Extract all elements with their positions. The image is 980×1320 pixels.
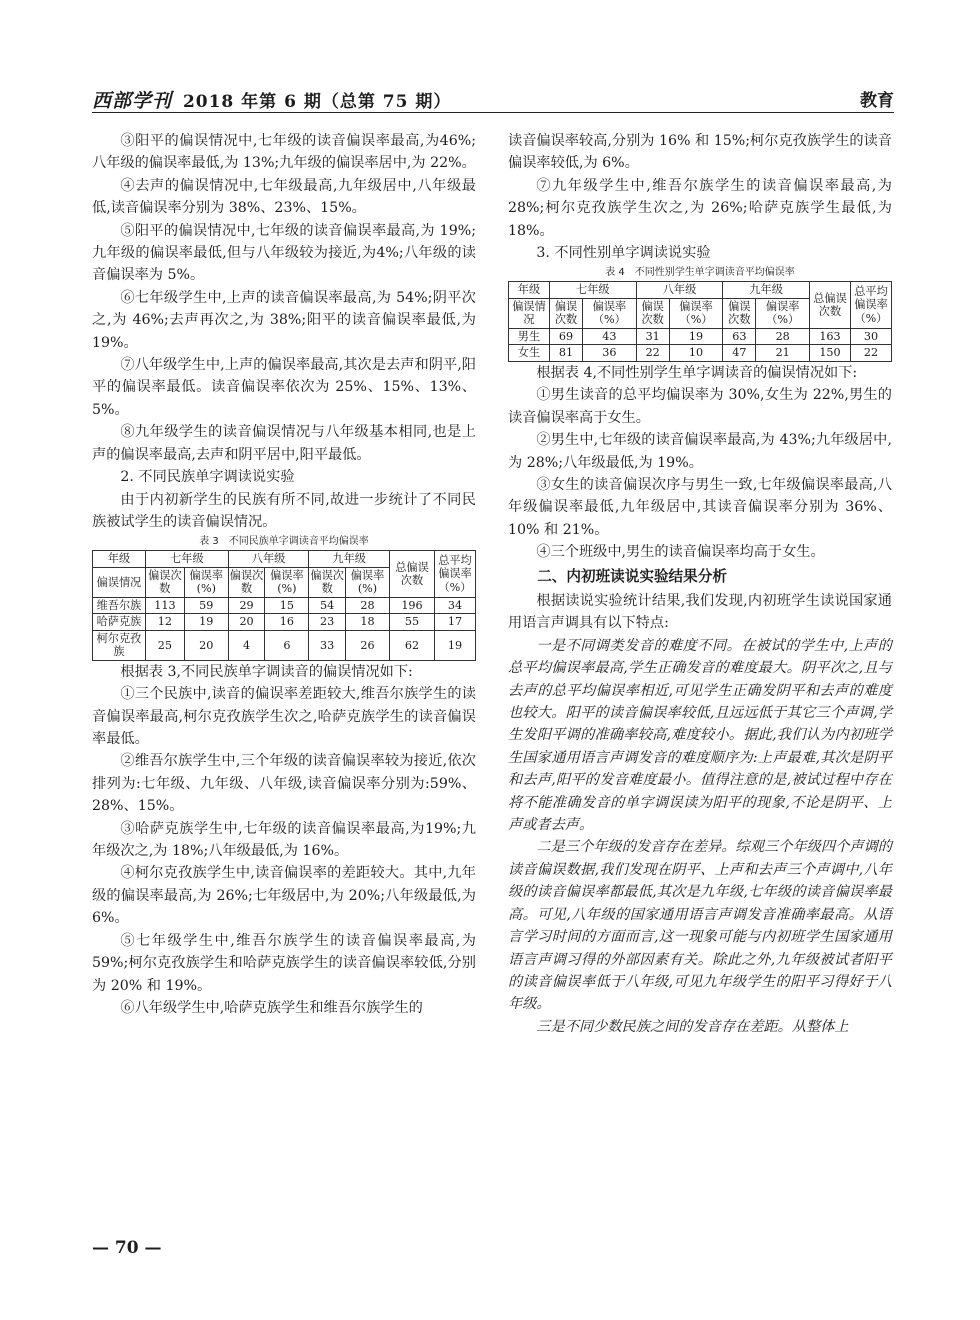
paragraph: ②男生中,七年级的读音偏误率最高,为 43%;九年级居中,为 28%;八年级最低,为 19%。 xyxy=(508,432,892,471)
table-cell: 柯尔克孜族 xyxy=(93,630,146,660)
issue-info: 2018 年第 6 期（总第 75 期） xyxy=(182,92,452,112)
table-cell: 54 xyxy=(309,597,346,614)
table-header: 偏误率(%) xyxy=(184,567,228,597)
right-column xyxy=(508,130,892,1038)
paragraph: ⑥七年级学生中,上声的读音偏误率最高,为 54%;阴平次之,为 46%;去声再次之,为 38%;阳平的读音偏误率最低,为 19%。 xyxy=(92,289,476,351)
table-header: 偏误次数 xyxy=(310,568,344,596)
table-cell: 81 xyxy=(550,345,583,362)
table-header: 偏误率（%） xyxy=(583,298,637,328)
table-3 xyxy=(92,550,476,661)
table-cell: 196 xyxy=(390,597,435,614)
table-cell: 30 xyxy=(851,328,892,345)
table-cell: 63 xyxy=(723,328,756,345)
table-header: 八年级 xyxy=(228,551,309,568)
paragraph: 三是不同少数民族之间的发音存在差距。从整体上 xyxy=(536,1018,849,1035)
table-header: 总平均偏误率（%） xyxy=(435,551,476,598)
table-cell: 20 xyxy=(184,630,228,660)
table-header: 年级 xyxy=(509,282,550,299)
table-cell: 20 xyxy=(228,614,265,631)
table-cell: 23 xyxy=(309,614,346,631)
table-header: 偏误情况 xyxy=(509,298,550,328)
table-cell: 163 xyxy=(810,328,851,345)
paragraph: 根据读说实验统计结果,我们发现,内初班学生读说国家通用语言声调具有以下特点: xyxy=(508,593,892,632)
table-cell: 17 xyxy=(435,614,476,631)
paragraph: ③女生的读音偏误次序与男生一致,七年级偏误率最高,八年级偏误率最低,九年级居中,其读音偏误率分别为 36%、10% 和 21%。 xyxy=(508,476,892,538)
table-cell: 19 xyxy=(184,614,228,631)
paragraph: ①男生读音的总平均偏误率为 30%,女生为 22%,男生的读音偏误率高于女生。 xyxy=(508,387,892,426)
table-header: 总偏误次数 xyxy=(810,282,851,329)
table-cell: 21 xyxy=(756,345,810,362)
paragraph: 由于内初新学生的民族有所不同,故进一步统计了不同民族被试学生的读音偏误情况。 xyxy=(92,491,476,530)
table-cell: 6 xyxy=(265,630,309,660)
table-cell: 男生 xyxy=(509,328,550,345)
table-cell: 59 xyxy=(184,597,228,614)
table-row xyxy=(509,345,892,362)
table-cell: 10 xyxy=(669,345,723,362)
paragraph: ⑤阳平的偏误情况中,七年级的读音偏误率最高,为 19%;九年级的偏误率最低,但与八年级较为接近,为4%;八年级的读音偏误率为 5%。 xyxy=(92,222,476,284)
journal-name: 西部学刊 xyxy=(92,90,173,112)
paragraph: ⑧九年级学生的读音偏误情况与八年级基本相同,也是上声的偏误率最高,去声和阴平居中,阳平最低。 xyxy=(92,424,476,463)
table-row xyxy=(93,614,476,631)
table-header: 偏误率（%） xyxy=(669,298,723,328)
table-cell: 69 xyxy=(550,328,583,345)
section-heading: 二、内初班读说实验结果分析 xyxy=(537,567,727,585)
paragraph: ④柯尔克孜族学生中,读音偏误率的差距较大。其中,九年级的偏误率最高,为 26%;七年级居中,为 20%;八年级最低,为 6%。 xyxy=(92,865,476,927)
table-cell: 19 xyxy=(435,630,476,660)
table-header: 偏误次数 xyxy=(723,298,756,328)
table-header: 总平均偏误率（%） xyxy=(851,282,892,329)
table-cell: 19 xyxy=(669,328,723,345)
table-header: 偏误率(%) xyxy=(265,567,309,597)
paragraph: ④三个班级中,男生的读音偏误率均高于女生。 xyxy=(536,544,825,561)
paragraph: ⑤七年级学生中,维吾尔族学生的读音偏误率最高,为 59%;柯尔克孜族学生和哈萨克族学生的读音偏误率较低,分别为 20% 和 19%。 xyxy=(92,932,476,994)
table-header: 偏误情况 xyxy=(93,567,146,597)
table-cell: 33 xyxy=(309,630,346,660)
page-number: — 70 — xyxy=(92,1238,162,1258)
table-cell: 25 xyxy=(146,630,185,660)
table-cell: 28 xyxy=(346,597,390,614)
paragraph: ⑦八年级学生中,上声的偏误率最高,其次是去声和阴平,阳平的偏误率最低。读音偏误率依次为 25%、15%、13%、5%。 xyxy=(92,357,476,418)
table-cell: 15 xyxy=(265,597,309,614)
paragraph: ②维吾尔族学生中,三个年级的读音偏误率较为接近,依次排列为:七年级、九年级、八年级,读音偏误率分别为:59%、28%、15%。 xyxy=(92,753,476,815)
table-header: 偏误率（%） xyxy=(756,298,810,328)
paragraph: ①三个民族中,读音的偏误率差距较大,维吾尔族学生的读音偏误率最高,柯尔克孜族学生次之,哈萨克族学生的读音偏误率最低。 xyxy=(92,686,476,748)
table-header: 偏误次数 xyxy=(229,568,264,596)
table-cell: 34 xyxy=(435,597,476,614)
table-cell: 36 xyxy=(583,345,637,362)
left-column xyxy=(92,130,476,1019)
table-header: 九年级 xyxy=(723,282,810,299)
table-caption: 表 3 不同民族单字调读音平均偏误率 xyxy=(199,536,369,548)
table-cell: 47 xyxy=(723,345,756,362)
paragraph: 根据表 3,不同民族单字调读音的偏误情况如下: xyxy=(120,663,413,680)
table-cell: 113 xyxy=(146,597,185,614)
paragraph: 二是三个年级的发音存在差异。综观三个年级四个声调的读音偏误数据,我们发现在阴平、上声和去声三个声调中,八年级的读音偏误率都最低,其次是九年级,七年级的读音偏误率最高。可见,八年级的国家通用语言声调发音准确率最高。从语言学习时间的方面而言,这一现象可能与内初班学生国家通用语言声调习得的外部因素有关。除此之外,九年级被试者阳平的读音偏误率低于八年级,可见九年级学生的阳平习得好于八年级。 xyxy=(508,839,892,1013)
table-cell: 16 xyxy=(265,614,309,631)
table-row xyxy=(93,630,476,660)
table-cell: 26 xyxy=(346,630,390,660)
header-rule xyxy=(92,112,894,113)
table-cell: 22 xyxy=(636,345,669,362)
table-cell: 29 xyxy=(228,597,265,614)
paragraph: 一是不同调类发音的难度不同。在被试的学生中,上声的总平均偏误率最高,学生正确发音的难度最大。阴平次之,且与去声的总平均偏误率相近,可见学生正确发阴平和去声的难度也较大。阳平的读音偏误率较低,且远远低于其它三个声调,学生发阳平调的准确率较高,难度较小。据此,我们认为内初班学生国家通用语言声调发音的难度顺序为:上声最难,其次是阴平和去声,阳平的发音难度最小。值得注意的是,被试过程中存在将不能准确发音的单字调误读为阳平的现象,不论是阴平、上声或者去声。 xyxy=(508,637,892,834)
table-cell: 28 xyxy=(756,328,810,345)
table-cell: 18 xyxy=(346,614,390,631)
table-header: 偏误次数 xyxy=(636,298,669,328)
table-cell: 31 xyxy=(636,328,669,345)
table-header: 年级 xyxy=(93,551,146,568)
subsection-heading: 2. 不同民族单字调读说实验 xyxy=(120,469,295,486)
paragraph: ③阳平的偏误情况中,七年级的读音偏误率最高,为46%;八年级的偏误率最低,为 13%;九年级的偏误率居中,为 22%。 xyxy=(92,133,476,172)
table-header: 偏误次数 xyxy=(550,298,583,328)
table-4 xyxy=(508,281,892,362)
paragraph: ⑥八年级学生中,哈萨克族学生和维吾尔族学生的 xyxy=(120,999,423,1016)
section-label: 教育 xyxy=(860,91,894,111)
table-cell: 4 xyxy=(228,630,265,660)
subsection-heading: 3. 不同性别单字调读说实验 xyxy=(536,245,711,262)
table-cell: 哈萨克族 xyxy=(93,614,146,631)
table-header: 总偏误次数 xyxy=(390,551,435,598)
table-cell: 62 xyxy=(390,630,435,660)
paragraph: 读音偏误率较高,分别为 16% 和 15%;柯尔克孜族学生的读音偏误率较低,为 6%。 xyxy=(508,133,892,172)
table-header: 偏误次数 xyxy=(146,567,185,597)
table-cell: 12 xyxy=(146,614,185,631)
table-cell: 22 xyxy=(851,345,892,362)
table-header: 七年级 xyxy=(146,551,229,568)
paragraph: ⑦九年级学生中,维吾尔族学生的读音偏误率最高,为 28%;柯尔克孜族学生次之,为 26%;哈萨克族学生最低,为 18%。 xyxy=(508,177,892,239)
running-header-journal xyxy=(92,86,451,113)
table-row xyxy=(93,597,476,614)
paragraph: 根据表 4,不同性别学生单字调读音的偏误情况如下: xyxy=(536,364,858,381)
paragraph: ④去声的偏误情况中,七年级最高,九年级居中,八年级最低,读音偏误率分别为 38%、23%、15%。 xyxy=(92,177,476,217)
table-caption: 表 4 不同性别学生单字调读音平均偏误率 xyxy=(605,267,795,279)
table-header: 八年级 xyxy=(636,282,723,299)
table-header: 七年级 xyxy=(550,282,637,299)
table-header: 九年级 xyxy=(309,551,390,568)
table-header: 偏误率(%) xyxy=(346,567,390,597)
paragraph: ③哈萨克族学生中,七年级的读音偏误率最高,为19%;九年级次之,为 18%;八年级最低,为 16%。 xyxy=(92,820,476,860)
table-row xyxy=(509,328,892,345)
table-cell: 55 xyxy=(390,614,435,631)
table-cell: 女生 xyxy=(509,345,550,362)
table-cell: 维吾尔族 xyxy=(93,597,146,614)
table-cell: 150 xyxy=(810,345,851,362)
table-cell: 43 xyxy=(583,328,637,345)
